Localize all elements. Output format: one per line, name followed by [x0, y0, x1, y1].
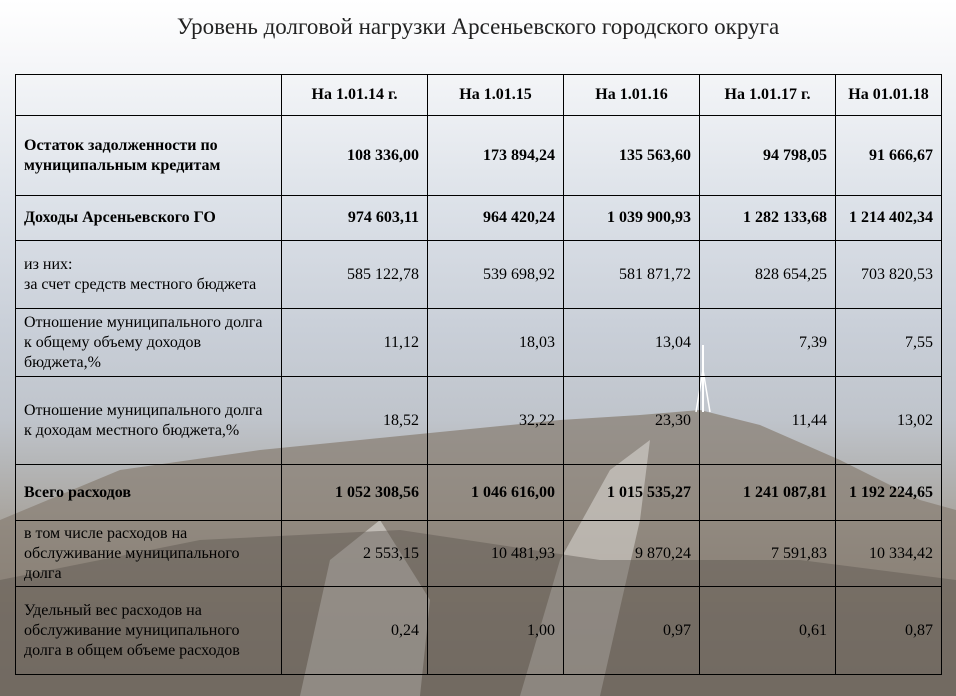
table-cell: 7 591,83: [700, 521, 836, 587]
table-row: [16, 241, 942, 309]
table-cell: 539 698,92: [428, 241, 564, 309]
row-label: в том числе расходов на обслуживание муниципального долга: [16, 521, 282, 587]
header-cell-2017: На 1.01.17 г.: [700, 75, 836, 116]
table-cell: 32,22: [428, 377, 564, 465]
table-cell: 173 894,24: [428, 116, 564, 196]
table-cell: 23,30: [564, 377, 700, 465]
table-cell: 1 282 133,68: [700, 196, 836, 241]
row-label: Удельный вес расходов на обслуживание муниципального долга в общем объеме расходов: [16, 587, 282, 675]
table-cell: 1,00: [428, 587, 564, 675]
table-cell: 1 192 224,65: [836, 465, 942, 521]
table-cell: 581 871,72: [564, 241, 700, 309]
table-cell: 108 336,00: [282, 116, 428, 196]
table-cell: 11,12: [282, 309, 428, 377]
table-cell: 828 654,25: [700, 241, 836, 309]
table-cell: 94 798,05: [700, 116, 836, 196]
table-row: [16, 377, 942, 465]
table-cell: 703 820,53: [836, 241, 942, 309]
row-label: Отношение муниципального долга к доходам местного бюджета,%: [16, 377, 282, 465]
table-header-row: [16, 75, 942, 116]
table-cell: 964 420,24: [428, 196, 564, 241]
table-row: [16, 116, 942, 196]
table-cell: 974 603,11: [282, 196, 428, 241]
table-cell: 1 052 308,56: [282, 465, 428, 521]
table-cell: 7,55: [836, 309, 942, 377]
table-cell: 0,24: [282, 587, 428, 675]
table-cell: 585 122,78: [282, 241, 428, 309]
header-cell-2015: На 1.01.15: [428, 75, 564, 116]
table-row: [16, 196, 942, 241]
table-cell: 1 046 616,00: [428, 465, 564, 521]
row-label: Всего расходов: [16, 465, 282, 521]
table-row: [16, 521, 942, 587]
table-cell: 13,04: [564, 309, 700, 377]
debt-load-table: [15, 74, 942, 675]
header-cell-2014: На 1.01.14 г.: [282, 75, 428, 116]
table-cell: 91 666,67: [836, 116, 942, 196]
row-label: Отношение муниципального долга к общему объему доходов бюджета,%: [16, 309, 282, 377]
row-label: из них: за счет средств местного бюджета: [16, 241, 282, 309]
table-cell: 18,52: [282, 377, 428, 465]
table-cell: 1 015 535,27: [564, 465, 700, 521]
page-title: Уровень долговой нагрузки Арсеньевского городского округа: [176, 14, 780, 39]
table-cell: 10 334,42: [836, 521, 942, 587]
table-cell: 2 553,15: [282, 521, 428, 587]
table-cell: 0,61: [700, 587, 836, 675]
table-row: [16, 587, 942, 675]
table-cell: 135 563,60: [564, 116, 700, 196]
table-cell: 18,03: [428, 309, 564, 377]
table-cell: 0,87: [836, 587, 942, 675]
header-cell-empty: [16, 75, 282, 116]
row-label: Доходы Арсеньевского ГО: [16, 196, 282, 241]
table-cell: 7,39: [700, 309, 836, 377]
table-cell: 1 241 087,81: [700, 465, 836, 521]
table-row: [16, 309, 942, 377]
header-cell-2018: На 01.01.18: [836, 75, 942, 116]
table-cell: 11,44: [700, 377, 836, 465]
header-cell-2016: На 1.01.16: [564, 75, 700, 116]
table-cell: 9 870,24: [564, 521, 700, 587]
table-cell: 0,97: [564, 587, 700, 675]
table-cell: 1 214 402,34: [836, 196, 942, 241]
table-row: [16, 465, 942, 521]
table-cell: 10 481,93: [428, 521, 564, 587]
table-cell: 1 039 900,93: [564, 196, 700, 241]
table-cell: 13,02: [836, 377, 942, 465]
row-label: Остаток задолженности по муниципальным кредитам: [16, 116, 282, 196]
